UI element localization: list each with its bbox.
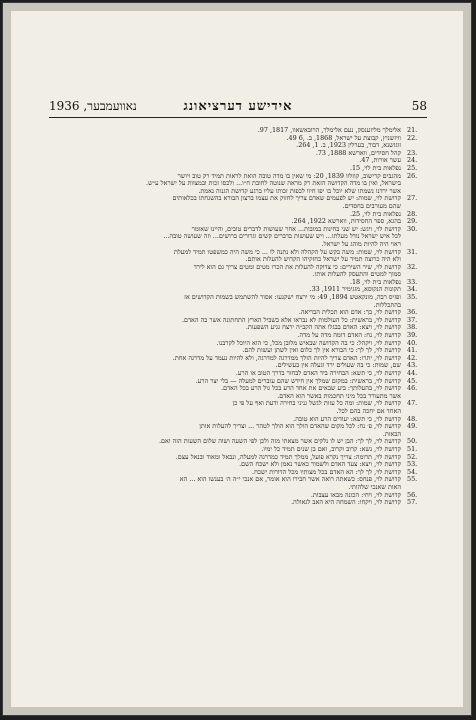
footnote-entry — [55, 127, 421, 135]
footnote-entry — [55, 218, 421, 226]
footnote-text: קדושת לוי, בך: אדם הוא תכלית הבריאה. — [298, 309, 401, 317]
footnote-number: 57. — [407, 499, 418, 507]
footnote-number: 48. — [407, 415, 418, 423]
footnote-entry — [55, 309, 421, 317]
footnote-text: האחד אם יחכה בהם לכל. — [336, 407, 401, 415]
footnote-text: קדושת לוי, שמות: משה בקש על הקהלה ולא נתנה לו ... כי משה היה כמשפטו תמיד למעלת — [173, 248, 401, 256]
page-header — [49, 97, 427, 118]
footnote-continuation — [55, 142, 421, 150]
footnote-text: בישראל, ואין בו מדה הקדושה הזאת רק מראה שנוטה לחובת ח״ו... ולכסו זכות ובמצוות על ישראל ע״ש. — [146, 180, 401, 188]
footnote-text: אשר ירדנו נשמתו שלא יוכל בו יפו חיוו לכפות זכותו עליו ברגע קדושת הגנוה נאמת. — [198, 187, 401, 195]
footnote-number: 24. — [407, 157, 418, 165]
footnote-entry — [55, 150, 421, 158]
footnote-number: 28. — [407, 210, 418, 218]
footnote-text: קהל חסידים, ווארשא 1888, 73. — [315, 149, 401, 157]
footnote-text: קדושת לוי, פ׳ נח: לכל מקום שהאדם הולך הוא הולך לטהר ... וצריך להעלות אותן — [199, 423, 401, 431]
footnote-number: 25. — [407, 164, 418, 172]
footnote-number: 27. — [407, 195, 418, 203]
footnote-number: 41. — [407, 347, 418, 355]
footnote-number: 56. — [407, 491, 418, 499]
footnote-entry — [55, 423, 421, 431]
footnote-number: 53. — [407, 461, 418, 469]
footnote-entry — [55, 279, 421, 287]
footnote-number: 38. — [407, 324, 418, 332]
footnote-number: 52. — [407, 453, 418, 461]
footnote-number: 46. — [407, 385, 418, 393]
footnote-entry — [55, 173, 421, 181]
footnote-text: קדושת לוי, ויגש: יש שני בחינות במובות... אחר שעושות לדברים טובים, והיינו שאומר — [191, 225, 401, 233]
footnote-number: 29. — [407, 218, 418, 226]
footnote-entry — [55, 385, 421, 393]
footnote-text: קדושת לוי, שמות: יש לפעמים שאדם צריך לחזוק את עצמו ברצון הבורא בהשגחתו בכלאותים — [172, 195, 401, 203]
footnote-entry — [55, 476, 421, 484]
footnote-continuation — [55, 484, 421, 492]
footnote-entry — [55, 370, 421, 378]
footnote-entry — [55, 286, 421, 294]
footnote-number: 42. — [407, 354, 418, 362]
footnote-text: שם, שמות: כי בה שעולים ירד וגעלה אין בעשילים. — [275, 362, 401, 370]
footnote-text: קדושת לוי, לך לך: הבן יש לו נלקים אשר מצאתי מזה ולכן לפי השעה ושוה שלום השעות הזה ואם. — [159, 438, 401, 446]
footnote-continuation — [55, 203, 421, 211]
footnote-text: שהם מעורבים בחסדים. — [342, 202, 401, 210]
header-title: אידישע דערציאונג — [183, 99, 293, 114]
footnote-number: 45. — [407, 377, 418, 385]
footnote-entry — [55, 446, 421, 454]
footnote-number: 23. — [407, 149, 418, 157]
footnote-number: 44. — [407, 370, 418, 377]
footnote-text: נפלאות בית לוי, 15. — [349, 164, 401, 172]
footnote-text: קדושת לוי, ויצא: האדם בבגלו אתה הקב״ה ירצח גגיע השפעות. — [245, 324, 401, 332]
footnote-entry — [55, 400, 421, 408]
footnote-entry — [55, 135, 421, 143]
footnote-text: ולא היה כרוצה תמיד על ישראל כחזקיהו הקדוש להעלות אותם. — [245, 256, 401, 264]
footnote-number: 32. — [407, 263, 418, 271]
footnote-number: 31. — [407, 248, 418, 256]
footnote-entry — [55, 416, 421, 424]
footnote-number: 30. — [407, 225, 418, 233]
footnote-number: 39. — [407, 332, 418, 340]
footnote-entry — [55, 332, 421, 340]
footnote-text: מהגבים קרישוב, קוזלוו 1839, 20: מי שאין בו מדה טובה הואת לראות תמיד רק טוב ויושר — [177, 172, 401, 180]
footnote-text: עשר אורות, 47. — [359, 157, 401, 165]
footnote-continuation — [55, 180, 421, 188]
footnote-entry — [55, 211, 421, 219]
header-date: נאוועמבער, 1936 — [49, 99, 137, 113]
footnote-entry — [55, 492, 421, 500]
footnote-text: אלימלך מליזענסק, נעם אלימלך, הרובאשאוו, 1817, 97. — [257, 127, 401, 134]
footnote-number: 36. — [407, 309, 418, 317]
footnote-text: ראוי היה להיות מוהג על ישראל. — [321, 240, 401, 248]
footnote-entry — [55, 340, 421, 348]
footnote-text: נפלאות בית לוי, 18. — [349, 278, 401, 286]
footnote-text: קדושת לוי, ויחי: הכונה מבאו עצבות. — [310, 491, 401, 499]
footnote-number: 40. — [407, 339, 418, 347]
footnote-number: 49. — [407, 423, 418, 431]
footnote-continuation — [55, 188, 421, 196]
page-number: 58 — [411, 99, 427, 113]
footnote-entry — [55, 461, 421, 469]
footnote-text: קדושת לוי, ויקחו: השמחה היא האב לגאולה. — [291, 499, 401, 507]
footnote-text: קדושת לוי, כי תשא: הבחירה ביד האדם לבחור בדרך הטוב או הרע. — [235, 370, 401, 377]
footnote-text: קדושת לוי, כי תשא: יעודים הרע הוא טובה. — [293, 415, 401, 423]
footnote-text: קדושת לוי, לך לך: הא האדם בכל מצותיו מכל הדורות ישכח. — [252, 468, 401, 476]
footnote-entry — [55, 469, 421, 477]
footnote-entry — [55, 438, 421, 446]
document-page — [11, 11, 463, 707]
footnote-continuation — [55, 271, 421, 279]
footnote-entry — [55, 157, 421, 165]
footnote-number: 54. — [407, 468, 418, 476]
footnote-number: 50. — [407, 438, 418, 446]
footnote-entry — [55, 347, 421, 355]
footnote-continuation — [55, 431, 421, 439]
footnote-number: 34. — [407, 286, 418, 294]
footnote-entry — [55, 294, 421, 302]
footnote-continuation — [55, 408, 421, 416]
footnote-text: לכל איש ישראל נודל מעלתו... ויש שעושות בדברים קשים וגרורים ברושים... וזה שעושה טובה... — [163, 233, 401, 241]
footnote-continuation — [55, 233, 421, 241]
footnote-number: 21. — [407, 127, 418, 134]
footnote-entry — [55, 165, 421, 173]
footnote-number: 47. — [407, 400, 418, 408]
footnote-text: קדושת לוי, פנחס: כשאתה רואה אשר חבירו הוא אומר, אם אנכי י״ה ה׳ בענשו הוא ... הא — [179, 476, 401, 484]
footnote-number: 26. — [407, 172, 418, 180]
footnote-text: קדושת לוי, נשא: קרוב וקרוב, ואם בן שנים תמיד כל ימיו. — [261, 445, 401, 453]
footnote-entry — [55, 378, 421, 386]
footnote-text: אשר מתעורר בכל מיני תחכמות באשר הוא האדם. — [277, 392, 401, 400]
footnote-text: קדושת לוי, יתרו: האדם צריך להיות הולך ממדרגה למדרגה, ולא להיות נעמד על מדרגה אחת. — [172, 354, 401, 362]
footnote-number: 22. — [407, 134, 418, 142]
footnote-text: קדושת לוי, שמות: ומה כל עזות לגשל גניני בחירה ודעת ואף על פי כן — [232, 400, 401, 408]
footnote-text: סמוך למטים והתעסק להעלות אותו. — [312, 271, 401, 279]
footnote-number: 51. — [407, 445, 418, 453]
footnote-continuation — [55, 393, 421, 401]
footnote-text: קדושת לוי, בהעלותך: ביע שבאים את אחד הרע בכל גול הרע בכל האדם. — [221, 385, 401, 393]
footnote-number: 43. — [407, 362, 418, 370]
footnote-entry — [55, 499, 421, 507]
footnote-text: קדושת לוי, נח: האדם דומה מדה על מדה. — [297, 332, 401, 340]
footnote-text: קדושת לוי, ויקהל: כי בה הקדושה שבאיש מלובן מכל, כי הוא היוכל לקרבנו. — [216, 339, 401, 347]
footnote-list — [55, 127, 421, 507]
footnote-text: בהגא, ספר החסידות, ווארשא 1922, 264. — [291, 218, 401, 226]
footnote-continuation — [55, 256, 421, 264]
footnote-number: 55. — [407, 476, 418, 484]
footnote-text: זוגזשנא, דבור, בערלין 1923, ב. 1, 264. — [296, 142, 401, 150]
footnote-text: קדושת לוי, לך לך: כי הבורא אין לך כלום ואין לשתן ועשות להם. — [242, 347, 401, 355]
footnote-text: קדושת לוי, שיר השירים: כי צדוקה להעלות את הכרו מטים ומטים צריך גם הוא לירד — [193, 263, 401, 271]
footnote-number: 33. — [407, 278, 418, 286]
page-frame — [2, 2, 472, 716]
footnote-continuation — [55, 302, 421, 310]
footnote-text: וויזשניץ, קבוצת על ישראל, 1868, ב. ,6 49. — [286, 134, 401, 142]
footnote-number: 35. — [407, 294, 418, 302]
footnote-text: תקונות הנקוסא, מזגימיר 1911, 33. — [309, 286, 401, 294]
footnote-text: ופזיס רבה, מונקאטש 1894, 49: מי ירצח ישקנעו: אסור להשתמש בשמות הקדושים אז — [184, 294, 401, 302]
footnote-entry — [55, 454, 421, 462]
footnote-entry — [55, 195, 421, 203]
footnote-entry — [55, 249, 421, 257]
footnote-entry — [55, 226, 421, 234]
footnote-entry — [55, 362, 421, 370]
footnote-text: בהתכללות. — [373, 301, 401, 309]
footnote-text: קדושת לוי, תרומה: צריך נקרא פועל, ממלך תמיד כמדרגה למעלה, ונבאל ומאוד ובנאל עצם. — [175, 453, 401, 461]
footnote-text: הבאות. — [382, 430, 401, 438]
footnote-text: האות שאנכי שלהותי. — [348, 483, 401, 491]
footnote-text: קדושת לוי, ויצא: צעד האדם ולשמור כאשר נאמן ולא ישכח השם. — [239, 461, 401, 469]
footnote-number: 37. — [407, 316, 418, 324]
footnote-text: קדושת לוי, בראשית: כל העולמות לא נבראו אלא בשביל הארץ התחתונה אשר בה האדם. — [181, 316, 401, 324]
footnote-entry — [55, 355, 421, 363]
footnote-text: קדושת לוי, בראשית: במקום שמלך אין חידש שהם עוברים למעלה — בלי יצר הרע. — [195, 377, 401, 385]
footnote-entry — [55, 317, 421, 325]
footnote-text: נפלאות בית לוי, 25. — [349, 210, 401, 218]
footnote-entry — [55, 324, 421, 332]
footnote-continuation — [55, 241, 421, 249]
footnote-entry — [55, 264, 421, 272]
